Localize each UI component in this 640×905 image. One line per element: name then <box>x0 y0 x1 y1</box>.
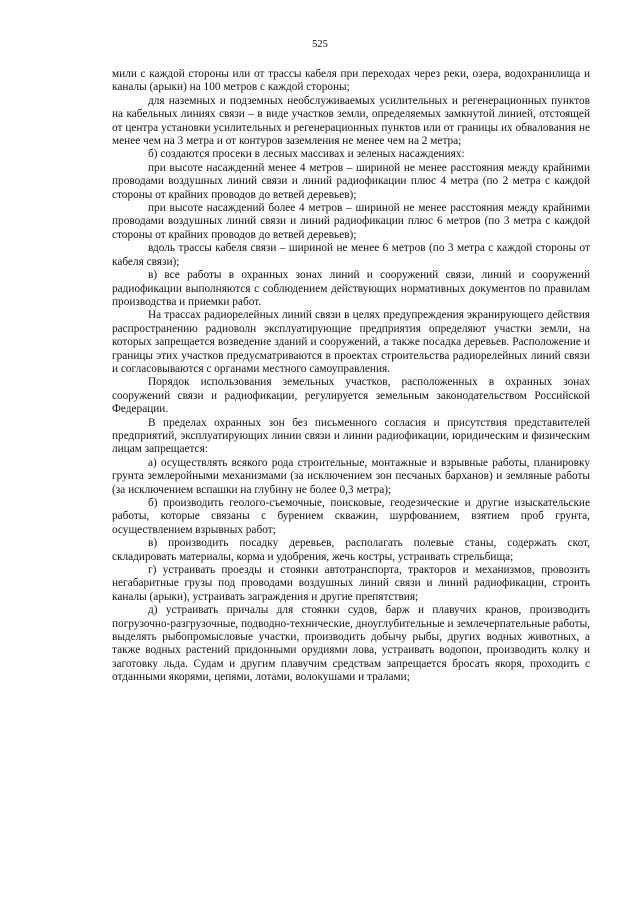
paragraph: при высоте насаждений менее 4 метров – шириной не менее расстояния между крайними проводами воздушных линий связи и линий радиофикации плюс 4 метра (по 2 метра с каждой стороны от крайних проводов до ветвей деревьев); <box>112 161 590 201</box>
page-number: 525 <box>312 39 328 50</box>
paragraph: в) все работы в охранных зонах линий и сооружений связи, линий и сооружений радиофикации выполняются с соблюдением действующих нормативных документов по правилам производства и приемки работ. <box>112 269 590 308</box>
paragraph: а) осуществлять всякого рода строительные, монтажные и взрывные работы, планировку грунта землеройными механизмами (за исключением зон песчаных барханов) и земляные работы (за исключением вспашки на глубину не более 0,3 метра); <box>112 456 590 496</box>
paragraph: б) производить геолого-съемочные, поисковые, геодезические и другие изыскательские работы, которые связаны с бурением скважин, шурфованием, взятием проб грунта, осуществлением взрывных работ; <box>112 497 590 536</box>
paragraph: Порядок использования земельных участков, расположенных в охранных зонах сооружений связи и радиофикации, регулируется земельным законодательством Российской Федерации. <box>112 376 590 416</box>
paragraph: д) устраивать причалы для стоянки судов, барж и плавучих кранов, производить погрузочно-разгрузочные, подводно-технические, дноуглубительные и землечерпательные работы, выделять рыбопромысловые участки, производить добычу рыбы, других водных животных, а также водных растений придонными орудиями лова, устраивать водопои, производить колку и заготовку льда. Судам и другим плавучим средствам запрещается бросать якоря, проходить с отданными якорями, цепями, лотами, волокушами и тралами; <box>112 604 590 684</box>
paragraph: при высоте насаждений более 4 метров – шириной не менее расстояния между крайними проводами воздушных линий связи и линий радиофикации плюс 6 метров (по 3 метра с каждой стороны от крайних проводов до ветвей деревьев); <box>112 202 590 241</box>
paragraph: для наземных и подземных необслуживаемых усилительных и регенерационных пунктов на кабельных линиях связи – в виде участков земли, определяемых замкнутой линией, отстоящей от центра установки усилительных и регенерационных пунктов или от границы их обвалования не менее чем на 3 метра и от контуров заземления не менее чем на 2 метра; <box>112 94 590 148</box>
paragraph: вдоль трассы кабеля связи – шириной не менее 6 метров (по 3 метра с каждой стороны от кабеля связи); <box>112 242 590 268</box>
paragraph: б) создаются просеки в лесных массивах и зеленых насаждениях: <box>148 148 465 161</box>
paragraph: в) производить посадку деревьев, располагать полевые станы, содержать скот, складировать материалы, корма и удобрения, жечь костры, устраивать стрельбища; <box>112 537 590 563</box>
paragraph: На трассах радиорелейных линий связи в целях предупреждения экранирующего действия распространению радиоволн эксплуатирующие предприятия определяют участки земли, на которых запрещается возведение зданий и сооружений, а также посадка деревьев. Расположение и границы этих участков предусматриваются в проектах строительства радиорелейных линий связи и согласовываются с органами местного самоуправления. <box>112 309 590 375</box>
paragraph: г) устраивать проезды и стоянки автотранспорта, тракторов и механизмов, провозить негабаритные грузы под проводами воздушных линий связи и линий радиофикации, строить каналы (арыки), устраивать заграждения и другие препятствия; <box>112 564 590 603</box>
body-text <box>112 68 590 685</box>
paragraph: мили с каждой стороны или от трассы кабеля при переходах через реки, озера, водохранилища и каналы (арыки) на 100 метров с каждой стороны; <box>112 68 590 94</box>
paragraph: В пределах охранных зон без письменного согласия и присутствия представителей предприятий, эксплуатирующих линии связи и линии радиофикации, юридическим и физическим лицам запрещается: <box>112 416 590 456</box>
